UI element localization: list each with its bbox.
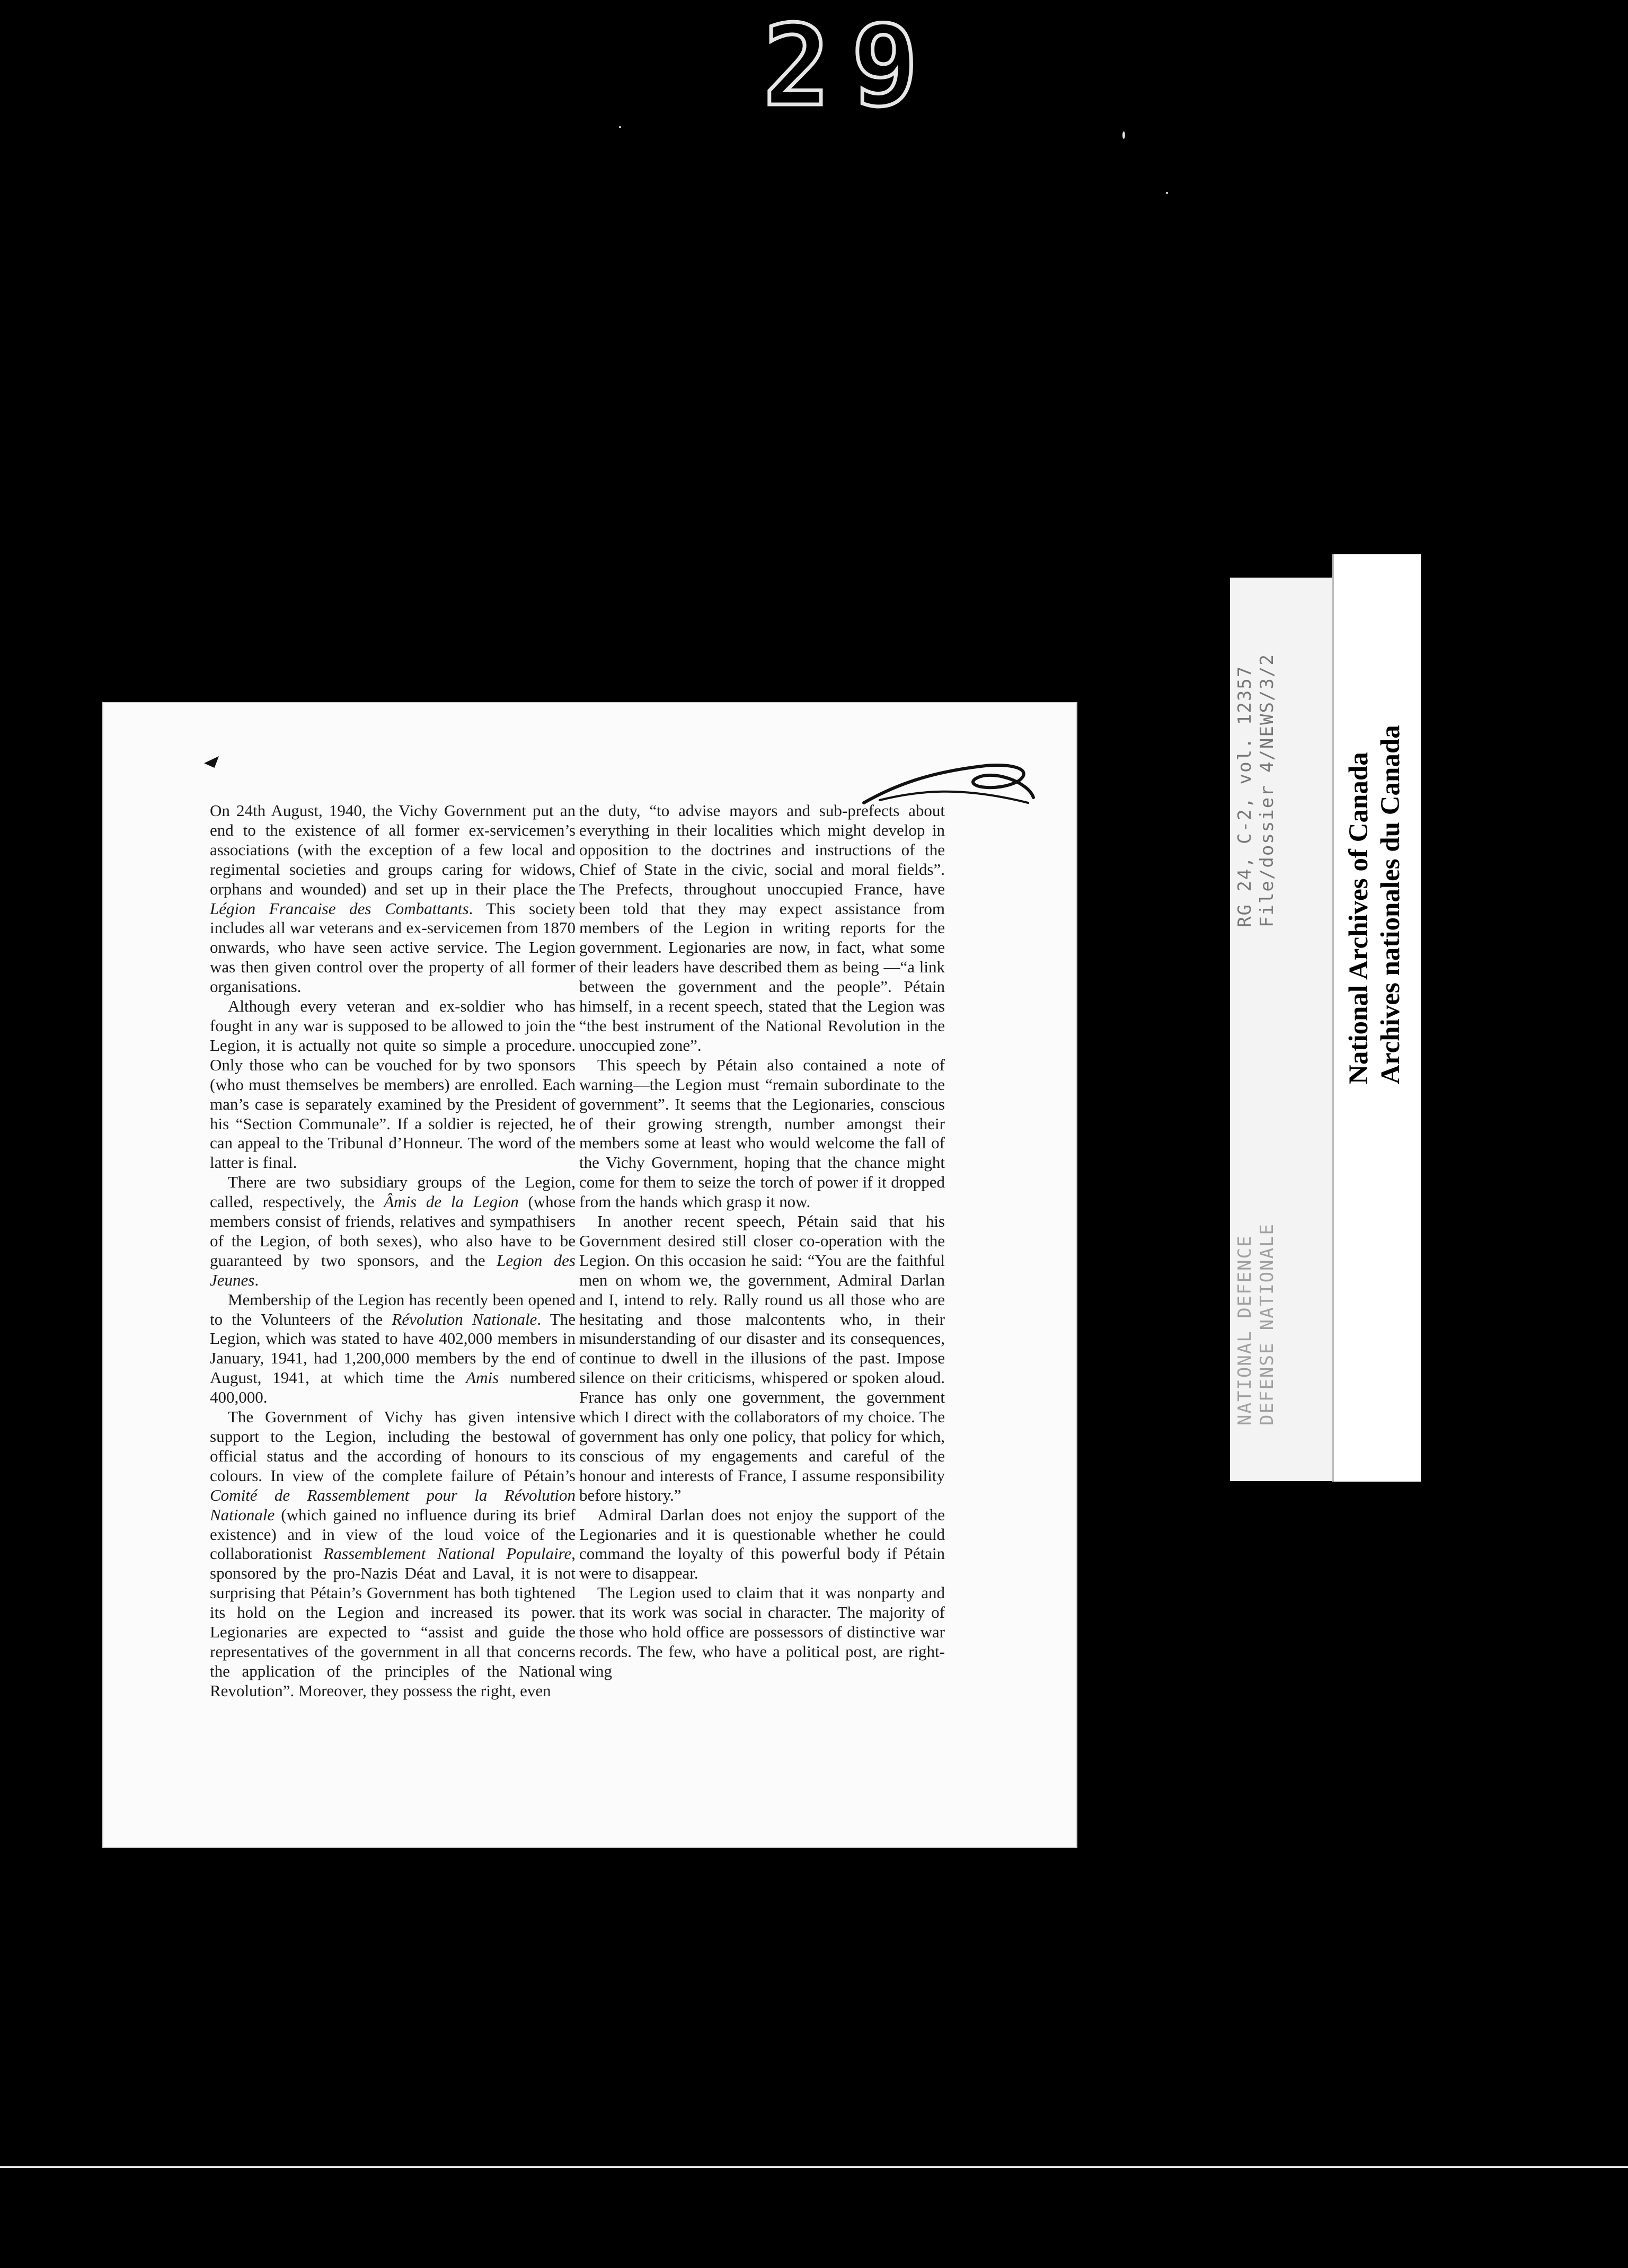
paragraph: Although every veteran and ex-soldier who has fought in any war is supposed to be allowed to join the Legion, it is actually not quite so simple a procedure. Only those who can be vouched for by two sponsors (who must themselves be members) are enrolled. Each man’s case is separately examined by the President of his “Section Communale”. If a soldier is rejected, he can appeal to the Tribunal d’Honneur. The word of the latter is final. (210, 997, 576, 1172)
frame-number: 29 (763, 1, 940, 131)
archive-reference-line: RG 24, C-2, vol. 12357 (1234, 665, 1255, 927)
department-en-line: NATIONAL DEFENCE (1234, 1235, 1255, 1425)
paragraph: The Government of Vichy has given intensive support to the Legion, including the bestowal of official status and the according of honours to its colours. In view of the complete failure of Pétain’s Comité de Rassemblement pour la Révolution Nationale (which gained no influence during its brief existence) and in view of the loud voice of the collaborationist Rassemblement National Populaire, sponsored by the pro-Nazis Déat and Laval, it is not surprising that Pétain’s Government has both tightened its hold on the Legion and increased its power. Legionaries are expected to “assist and guide the representatives of the government in all that concerns the application of the principles of the National Revolution”. Moreover, they possess the right, even (210, 1407, 576, 1700)
paragraph: Admiral Darlan does not enjoy the support of the Legionaries and it is questionable whether he could command the loyalty of this powerful body if Pétain were to disappear. (579, 1505, 945, 1583)
dust-speck (1122, 131, 1125, 139)
archive-label-fr: Archives nationales du Canada (1376, 725, 1405, 1084)
department-fr-line: DEFENSE NATIONALE (1257, 1223, 1278, 1425)
paragraph: In another recent speech, Pétain said that his Government desired still closer co-operation with the Legion. On this occasion he said: “You are the faithful men on whom we, the government, Admiral Darlan and I, intend to rely. Rally round us all those who are hesitating and those malcontents who, in their misunderstanding of our disaster and its consequences, continue to dwell in the illusions of the past. Impose silence on their criticisms, whispered or spoken aloud. France has only one government, the government which I direct with the collaborators of my choice. The government has only one policy, that policy for which, conscious of my engagements and careful of the honour and interests of France, I assume responsibility before history.” (579, 1212, 945, 1504)
paragraph: the duty, “to advise mayors and sub-prefects about everything in their localities which might develop in opposition to the doctrines and instructions of the Chief of State in the civic, social and moral fields”. The Prefects, throughout unoccupied France, have been told that they may expect assistance from members of the Legion in writing reports for the government. Legionaries are now, in fact, what some of their leaders have described them as being —“a link between the government and the people”. Pétain himself, in a recent speech, stated that the Legion was “the best instrument of the National Revolution in the unoccupied zone”. (579, 801, 945, 1055)
paragraph: There are two subsidiary groups of the Legion, called, respectively, the Âmis de la Legion (whose members consist of friends, relatives and sympathisers of the Legion, of both sexes), who also have to be guaranteed by two sponsors, and the Legion des Jeunes. (210, 1173, 576, 1289)
paragraph: The Legion used to claim that it was nonparty and that its work was social in character. The majority of those who hold office are possessors of distinctive war records. The few, who have a political post, are right-wing (579, 1583, 945, 1680)
dust-speck (619, 126, 621, 128)
dust-speck (1166, 192, 1168, 194)
archive-label-panel (1332, 554, 1421, 1482)
paragraph: Membership of the Legion has recently been opened to the Volunteers of the Révolution Nationale. The Legion, which was stated to have 402,000 members in January, 1941, had 1,200,000 members by the end of August, 1941, at which time the Amis numbered 400,000. (210, 1290, 576, 1407)
archive-reference-panel (1230, 578, 1332, 1481)
right-column (579, 801, 945, 1681)
paragraph: On 24th August, 1940, the Vichy Government put an end to the existence of all former ex-servicemen’s associations (with the exception of a few local and regimental societies and groups caring for widows, orphans and wounded) and set up in their place the Légion Francaise des Combattants. This society includes all war veterans and ex-servicemen from 1870 onwards, who have seen active service. The Legion was then given control over the property of all former organisations. (210, 801, 576, 996)
left-column (210, 801, 576, 1701)
archive-file-line: File/dossier 4/NEWS/3/2 (1257, 653, 1278, 927)
archive-label-en: National Archives of Canada (1344, 752, 1374, 1084)
paragraph: This speech by Pétain also contained a note of warning—the Legion must “remain subordinate to the government”. It seems that the Legionaries, conscious of their growing strength, number amongst their members some at least who would welcome the fall of the Vichy Government, hoping that the chance might come for them to seize the torch of power if it dropped from the hands which grasp it now. (579, 1055, 945, 1211)
film-edge-line (0, 2166, 1628, 2168)
